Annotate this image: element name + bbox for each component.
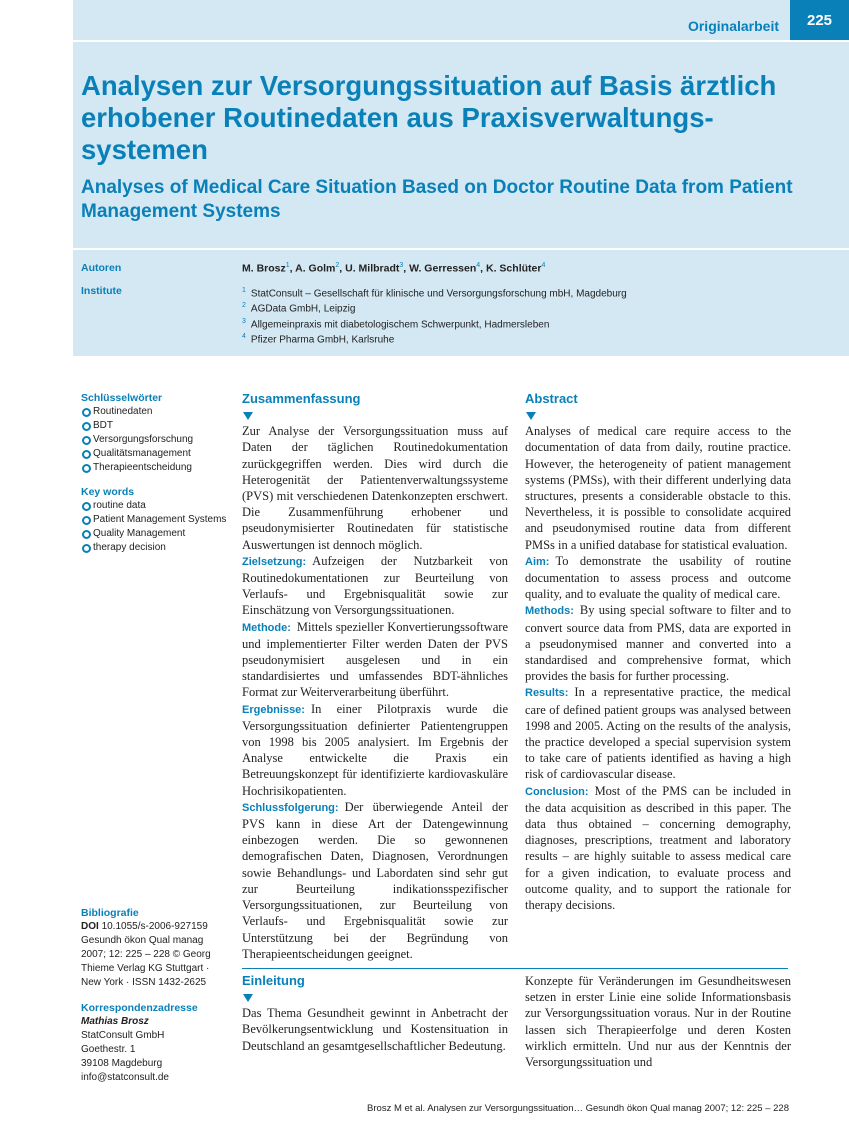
institute-item: $^3$ Allgemeinpraxis mit diabetologischem Schwerpunkt, Hadmersleben xyxy=(242,317,550,330)
keywords-heading: Schlüsselwörter xyxy=(81,392,163,404)
doi[interactable]: 10.1055/s-2006-927159 xyxy=(101,921,208,932)
summary-section: Ergebnisse: In einer Pilotpraxis wurde die Versorgungssituation definierter Patientengruppen von 1998 bis 2005 analysiert. Im Ergebnis der Analyse entwickelte die Praxis ein Betreuungskonzept für identifizierte kardiovaskuläre Hochrisikopatienten. xyxy=(242,701,508,798)
correspondence-name: Mathias Brosz xyxy=(81,1016,149,1027)
author-list: M. Brosz$^1$, A. Golm$^2$, U. Milbradt$^3$, W. Gerressen$^4$, K. Schlüter$^4$ xyxy=(242,262,546,275)
triangle-marker-icon xyxy=(526,412,536,420)
author: U. Milbradt xyxy=(345,262,400,275)
zusammenfassung xyxy=(242,391,508,962)
abstract-section: Methods: By using special software to filter and to convert source data from PMS, data are exported in a pseudonymised manner and converted into a standardised and comprehensive format, which provides the basis for further processing. xyxy=(525,603,791,684)
keyword-item: Versorgungsforschung xyxy=(81,433,231,447)
author-affiliation: 4 xyxy=(476,262,481,269)
bibliography-heading: Bibliografie xyxy=(81,907,139,919)
keyword-item: BDT xyxy=(81,419,231,433)
institute-item: $^2$ AGData GmbH, Leipzig xyxy=(242,302,356,315)
institute-item: $^4$ Pfizer Pharma GmbH, Karlsruhe xyxy=(242,332,395,346)
email-link[interactable]: info@statconsult.de xyxy=(81,1072,169,1083)
einleitung-continued xyxy=(525,973,791,1070)
body-paragraph: Konzepte für Veränderungen im Gesundheitswesen setzen in erster Linie eine solide Informationsbasis zur Versorgungssituation voraus. Nur in der Routine lassen sich Therapieerfolge und deren Kosten wirklich ermitteln. Und nur aus der Kenntnis der Versorgungssituation und xyxy=(525,974,791,1070)
summary-section: Zielsetzung: Aufzeigen der Nutzbarkeit von Routinedokumentationen zur Beurteilung von Verlaufs- und Ergebnisqualität sowie zur Einschätzung von Versorgungssituationen. xyxy=(242,553,508,618)
title-german: Analysen zur Versorgungssituation auf Basis ärztlich erhobener Routinedaten aus Praxisverwaltungs-systemen xyxy=(81,70,777,165)
author-affiliation: 3 xyxy=(399,262,404,269)
author: A. Golm xyxy=(295,262,336,275)
summary-section: Schlussfolgerung: Der überwiegende Anteil der PVS kann in diese Art der Datengewinnung einbezogen werden. Die so gewonnenen demografischen Daten, Diagnosen, Verordnungen sowie Behandlungs- und Labordaten sind sehr gut zur Beurteilung indikationsspezifischer Versorgungssituationen, zur Beurteilung von Verlaufs- und Ergebnisqualität sowie zur Unterstützung bei der Begründung von Therapieentscheidungen geeignet. xyxy=(242,799,508,961)
doi-label: DOI xyxy=(81,921,99,932)
keyword-item: routine data xyxy=(81,499,231,513)
correspondence xyxy=(81,1001,231,1085)
title-separator xyxy=(73,248,849,250)
summary-intro: Zur Analyse der Versorgungssituation muss auf Daten der täglichen Routinedokumentation zurückgegriffen werden. Dies wird durch die Heterogenität der Patientenverwaltungssysteme (PVS) mit verschiedenen Datenkonzepten erschwert. Die Zusammenführung erhobener und pseudonymisierter Routinedaten für statistische Auswertungen ist dennoch möglich. xyxy=(242,424,508,552)
author: M. Brosz xyxy=(242,262,286,275)
abstract xyxy=(525,391,791,913)
author: W. Gerressen xyxy=(409,262,477,275)
author: K. Schlüter xyxy=(486,262,542,275)
institutes-label: Institute xyxy=(81,285,122,297)
section-label: Originalarbeit xyxy=(687,18,779,34)
section-divider xyxy=(242,968,788,969)
author-affiliation: 4 xyxy=(541,262,546,269)
abstract-section: Results: In a representative practice, the medical care of defined patient groups was analysed between 1998 and 2005. Acting on the results of the analysis, the practice developed a special supervision system to take care of patients identified as having a high risk of cardiovascular disease. xyxy=(525,685,791,782)
bibliography xyxy=(81,906,226,990)
einleitung-heading: Einleitung xyxy=(242,973,305,988)
correspondence-heading: Korrespondenzadresse xyxy=(81,1002,198,1014)
page-number: 225 xyxy=(790,0,849,40)
abstract-heading: Abstract xyxy=(525,391,578,406)
abstract-intro: Analyses of medical care require access to the documentation of data from daily, routine practice. However, the heterogeneity of patient management systems (PMSs), with their different underlying data structures, presents a considerable obstacle to this. Nevertheless, it is possible to consolidate acquired and pseudonymised routine data from different PMSs in a unified database for statistical evaluation. xyxy=(525,424,791,552)
keyword-item: Qualitätsmanagement xyxy=(81,447,231,461)
institute-item: $^1$ StatConsult – Gesellschaft für klinische und Versorgungsforschung mbH, Magdeburg xyxy=(242,287,627,300)
keywords-heading: Key words xyxy=(81,486,135,498)
citation: Gesundh ökon Qual manag 2007; 12: 225 – 228 © Georg Thieme Verlag KG Stuttgart · New York · ISSN 1432-2625 xyxy=(81,935,211,988)
authors-label: Autoren xyxy=(81,262,122,274)
einleitung xyxy=(242,973,508,1054)
body-paragraph: Das Thema Gesundheit gewinnt in Anbetracht der Bevölkerungsentwicklung und Kostensituation in Deutschland an gesamtgesellschaftlicher Bedeutung. xyxy=(242,1006,508,1053)
author-affiliation: 1 xyxy=(285,262,290,269)
abstract-section: Aim: To demonstrate the usability of routine documentation to assess process and outcome quality, and to evaluate the quality of medical care. xyxy=(525,553,791,602)
keywords-english xyxy=(81,485,231,555)
title-english: Analyses of Medical Care Situation Based on Doctor Routine Data from Patient Management Systems xyxy=(81,177,793,222)
page-footer: Brosz M et al. Analysen zur Versorgungssituation… Gesundh ökon Qual manag 2007; 12: 225 – 228 xyxy=(367,1103,789,1114)
author-affiliation: 2 xyxy=(335,262,340,269)
abstract-section: Conclusion: Most of the PMS can be included in the data acquisition as described in this paper. The data thus obtained – concerning demography, diagnoses, prescriptions, treatment and laboratory results – are highly suitable to assess medical care for a given indication, to evaluate process and outcome quality, and to support the rationale for therapy decisions. xyxy=(525,783,791,913)
institute-list xyxy=(242,285,627,346)
header-divider xyxy=(73,40,849,42)
triangle-marker-icon xyxy=(243,412,253,420)
keyword-item: therapy decision xyxy=(81,541,231,555)
address-line: StatConsult GmbH xyxy=(81,1030,165,1041)
keyword-item: Routinedaten xyxy=(81,405,231,419)
summary-section: Methode: Mittels spezieller Konvertierungssoftware und implementierter Filter werden Daten der PVS pseudonymisiert ausgelesen und in ein standardisiertes und umfassendes BDT-ähnliches Format zur Weiterverarbeitung überführt. xyxy=(242,619,508,700)
keywords-german xyxy=(81,391,231,475)
zusammenfassung-heading: Zusammenfassung xyxy=(242,391,361,406)
triangle-marker-icon xyxy=(243,994,253,1002)
address-line: Goethestr. 1 xyxy=(81,1044,136,1055)
keyword-item: Therapieentscheidung xyxy=(81,461,231,475)
address-line: 39108 Magdeburg xyxy=(81,1058,163,1069)
keyword-item: Patient Management Systems xyxy=(81,513,231,527)
keyword-item: Quality Management xyxy=(81,527,231,541)
